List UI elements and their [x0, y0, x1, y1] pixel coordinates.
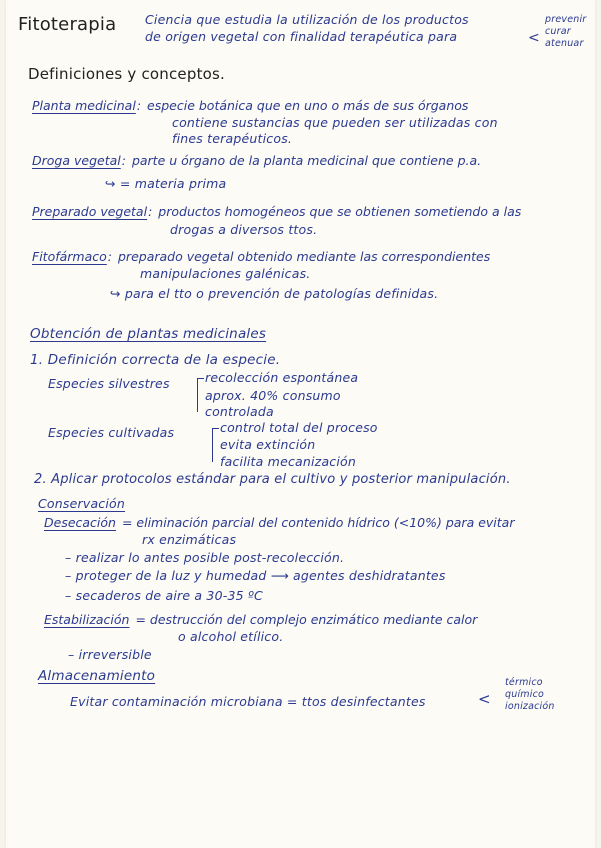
branch-item: recolección espontánea — [205, 370, 359, 385]
definition-line: ↪ para el tto o prevención de patologías definidas. — [110, 286, 439, 301]
definition-line: o alcohol etílico. — [178, 629, 284, 644]
term: Droga vegetal — [32, 153, 121, 168]
list-item: – proteger de la luz y humedad ⟶ agentes deshidratantes — [65, 568, 446, 583]
term: Preparado vegetal — [32, 204, 148, 219]
section-heading: Conservación — [38, 496, 126, 511]
definition-row — [32, 204, 521, 219]
definition-row — [32, 153, 481, 168]
purpose-item: curar — [545, 26, 571, 37]
method-item: ionización — [505, 701, 555, 712]
page-title: Fitoterapia — [18, 14, 117, 35]
colon: : — [148, 204, 153, 219]
definition-line: ↪ = materia prima — [105, 176, 227, 191]
section-heading: Definiciones y conceptos. — [28, 65, 226, 83]
definition-line: Evitar contaminación microbiana = ttos desinfectantes — [70, 694, 426, 709]
definition-line: parte u órgano de la planta medicinal que contiene p.a. — [131, 153, 482, 168]
definition-row — [32, 98, 468, 113]
purpose-item: prevenir — [545, 14, 587, 25]
colon: : — [107, 249, 112, 264]
definition-row — [44, 612, 477, 627]
definition-line: manipulaciones galénicas. — [140, 266, 311, 281]
purpose-item: atenuar — [545, 38, 584, 49]
definition-line: rx enzimáticas — [142, 532, 237, 547]
branch-arrow-icon: < — [528, 30, 540, 46]
branch-item: control total del proceso — [220, 420, 378, 435]
method-item: térmico — [505, 677, 543, 688]
term: Estabilización — [44, 612, 130, 627]
term: Planta medicinal — [32, 98, 136, 113]
bracket — [197, 378, 204, 412]
section-heading: Almacenamiento — [38, 668, 156, 684]
section-heading: Obtención de plantas medicinales — [30, 326, 267, 342]
colon: : — [121, 153, 126, 168]
bracket — [212, 428, 219, 462]
term: Desecación — [44, 515, 116, 530]
term: Fitofármaco — [32, 249, 107, 264]
step: 2. Aplicar protocolos estándar para el cultivo y posterior manipulación. — [34, 472, 511, 487]
definition-line: drogas a diversos ttos. — [170, 222, 318, 237]
definition-row — [32, 249, 490, 264]
branch-item: evita extinción — [220, 437, 316, 452]
definition-row — [44, 515, 514, 530]
definition-line: productos homogéneos que se obtienen sometiendo a las — [158, 204, 522, 219]
list-item: – realizar lo antes posible post-recolección. — [65, 550, 345, 565]
branch-arrow-icon: < — [478, 690, 491, 708]
definition-line: especie botánica que en uno o más de sus órganos — [147, 98, 469, 113]
list-item: – irreversible — [68, 647, 152, 662]
group-label: Especies silvestres — [48, 376, 170, 391]
definition-line: = destrucción del complejo enzimático mediante calor — [135, 612, 478, 627]
colon: : — [136, 98, 142, 113]
definition-line: contiene sustancias que pueden ser utilizadas con — [172, 115, 498, 130]
branch-item: aprox. 40% consumo — [205, 388, 341, 403]
branch-item: facilita mecanización — [220, 454, 357, 469]
definition-line: preparado vegetal obtenido mediante las correspondientes — [118, 249, 491, 264]
step: 1. Definición correcta de la especie. — [30, 352, 281, 368]
definition-line: = eliminación parcial del contenido hídrico (<10%) para evitar — [121, 515, 515, 530]
method-item: químico — [505, 689, 545, 700]
group-label: Especies cultivadas — [48, 425, 175, 440]
intro-line: Ciencia que estudia la utilización de los productos — [145, 12, 469, 27]
definition-line: fines terapéuticos. — [172, 131, 293, 146]
list-item: – secaderos de aire a 30-35 ºC — [65, 588, 263, 603]
intro-line: de origen vegetal con finalidad terapéutica para — [145, 29, 458, 44]
branch-item: controlada — [205, 404, 274, 419]
